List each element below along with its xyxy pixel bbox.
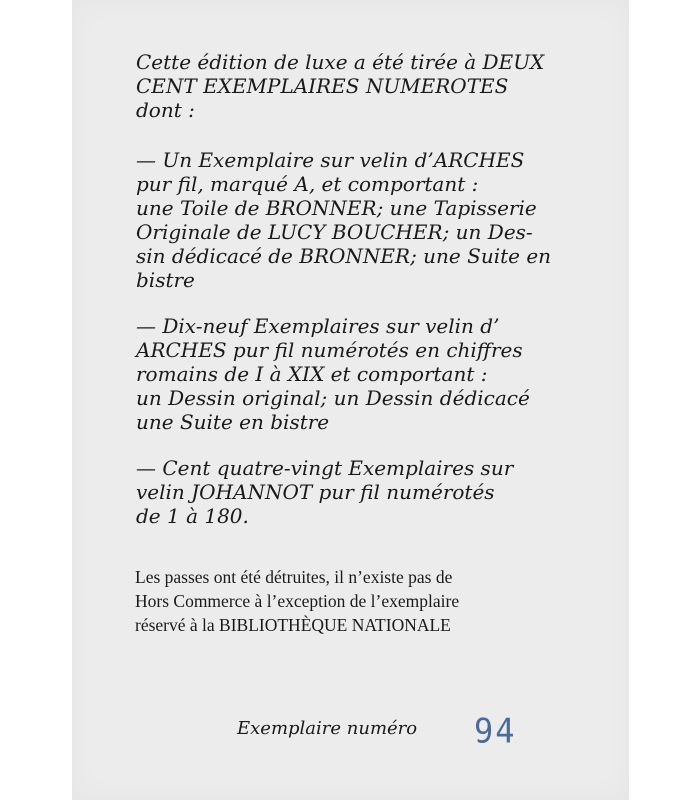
paragraph-line: une Suite en bistre (136, 410, 330, 434)
note-line: Hors Commerce à l’exception de l’exemplaire (135, 591, 460, 611)
copy-number-label: Exemplaire numéro (237, 718, 418, 739)
paragraph-line: romains de I à XIX et comportant : (136, 362, 488, 386)
note-line: Les passes ont été détruites, il n’existe pas de (135, 567, 453, 587)
justification-intro (136, 50, 576, 122)
intro-line: dont : (136, 98, 195, 122)
paragraph-line: pur fil, marqué A, et comportant : (136, 172, 479, 196)
intro-line: Cette édition de luxe a été tirée à DEUX (136, 50, 545, 74)
edition-paragraph-arches-a (136, 148, 576, 292)
paragraph-line: — Un Exemplaire sur velin d’ARCHES (136, 148, 525, 172)
paragraph-line: velin JOHANNOT pur fil numérotés (136, 480, 495, 504)
note-line: réservé à la BIBLIOTHÈQUE NATIONALE (135, 615, 451, 635)
copy-number-stamp: 94 (474, 711, 517, 751)
paragraph-line: un Dessin original; un Dessin dédicacé (136, 386, 530, 410)
destruction-note (135, 565, 575, 637)
paragraph-line: bistre (136, 268, 195, 292)
intro-line: CENT EXEMPLAIRES NUMEROTES (136, 74, 509, 98)
edition-paragraph-johannot (136, 456, 576, 528)
paragraph-line: ARCHES pur fil numérotés en chiffres (136, 338, 523, 362)
paragraph-line: — Cent quatre-vingt Exemplaires sur (136, 456, 514, 480)
paragraph-line: sin dédicacé de BRONNER; une Suite en (136, 244, 552, 268)
paragraph-line: — Dix-neuf Exemplaires sur velin d’ (136, 314, 500, 338)
paragraph-line: une Toile de BRONNER; une Tapisserie (136, 196, 537, 220)
paragraph-line: Originale de LUCY BOUCHER; un Des- (136, 220, 533, 244)
paragraph-line: de 1 à 180. (136, 504, 249, 528)
edition-paragraph-arches-roman (136, 314, 576, 434)
